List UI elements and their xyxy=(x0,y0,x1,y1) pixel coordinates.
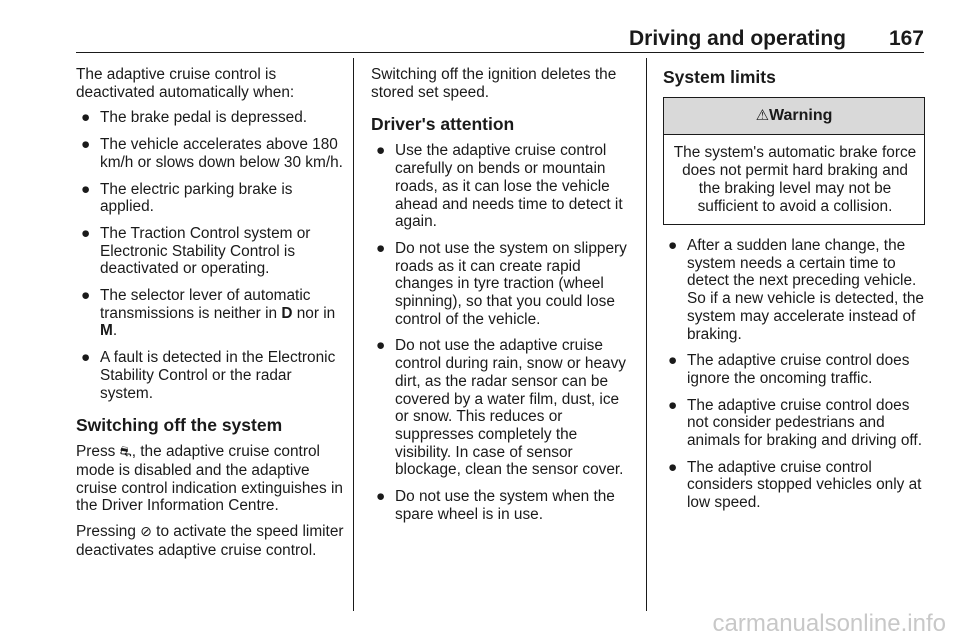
list-item: ● The vehicle accelerates above 180 km/h or slows down below 30 km/h. xyxy=(81,136,343,171)
list-item: ● Do not use the adaptive cruise control during rain, snow or heavy dirt, as the radar sensor can be covered by a water film, dust, ice or snow. This reduces or suppresses completely the visibility. In case of sensor blockage, clean the sensor cover. xyxy=(376,337,626,479)
ignition-paragraph: Switching off the ignition deletes the stored set speed. xyxy=(371,66,617,101)
warning-text: The system's automatic brake force does not permit hard braking and the braking level may not be sufficient to avoid a collision. xyxy=(673,144,917,215)
column-3 xyxy=(663,66,925,521)
section-heading: Driver's attention xyxy=(371,114,515,135)
deactivation-list xyxy=(76,109,344,402)
page-header xyxy=(76,26,924,53)
speed-limiter-icon: ⊘ xyxy=(140,524,152,541)
list-item: ● The adaptive cruise control does ignore the oncoming traffic. xyxy=(668,352,910,387)
warning-box xyxy=(663,97,925,225)
column-divider-1 xyxy=(353,58,354,611)
page-number: 167 xyxy=(888,27,924,50)
column-1 xyxy=(76,66,344,567)
limits-list xyxy=(663,237,925,512)
deactivation-intro: The adaptive cruise control is deactivated automatically when: xyxy=(76,66,295,101)
list-item: ● The selector lever of automatic transmissions is neither in D nor in M. xyxy=(81,287,336,340)
warning-header xyxy=(664,98,924,135)
column-2 xyxy=(371,66,636,532)
column-divider-2 xyxy=(646,58,647,611)
attention-list xyxy=(371,142,636,523)
list-item: ● The adaptive cruise control considers stopped vehicles only at low speed. xyxy=(668,458,922,512)
list-item: ● The Traction Control system or Electronic Stability Control is deactivated or operating. xyxy=(81,224,311,278)
cruise-control-off-icon: ⛐ xyxy=(119,444,132,461)
list-item: ● Do not use the system when the spare wheel is in use. xyxy=(376,488,615,523)
list-item: ● The adaptive cruise control does not consider pedestrians and animals for braking and driving off. xyxy=(668,396,922,450)
list-item: ● The brake pedal is depressed. xyxy=(81,109,308,127)
pressing-paragraph: Pressing ⊘ to activate the speed limiter deactivates adaptive cruise control. xyxy=(76,523,344,559)
section-heading: System limits xyxy=(663,67,776,87)
press-paragraph: Press ⛐, the adaptive cruise control mode is disabled and the adaptive cruise control indication extinguishes in the Driver Information Centre. xyxy=(76,443,343,515)
section-heading: Switching off the system xyxy=(76,415,283,436)
list-item: ● A fault is detected in the Electronic Stability Control or the radar system. xyxy=(81,349,336,402)
section-title: Driving and operating xyxy=(628,27,846,50)
warning-triangle-icon: ⚠ xyxy=(755,106,770,124)
warning-title: Warning xyxy=(769,107,833,124)
list-item: ● The electric parking brake is applied. xyxy=(81,180,293,216)
watermark: carmanualsonline.info xyxy=(712,610,946,637)
list-item: ● Use the adaptive cruise control carefully on bends or mountain roads, as it can lose the vehicle ahead and needs time to detect it again. xyxy=(376,142,623,231)
list-item: ● Do not use the system on slippery roads as it can create rapid changes in tyre traction (wheel spinning), so that you could lose control of the vehicle. xyxy=(376,239,627,328)
list-item: ● After a sudden lane change, the system needs a certain time to detect the next preceding vehicle. So if a new vehicle is detected, the system may accelerate instead of braking. xyxy=(668,237,924,343)
